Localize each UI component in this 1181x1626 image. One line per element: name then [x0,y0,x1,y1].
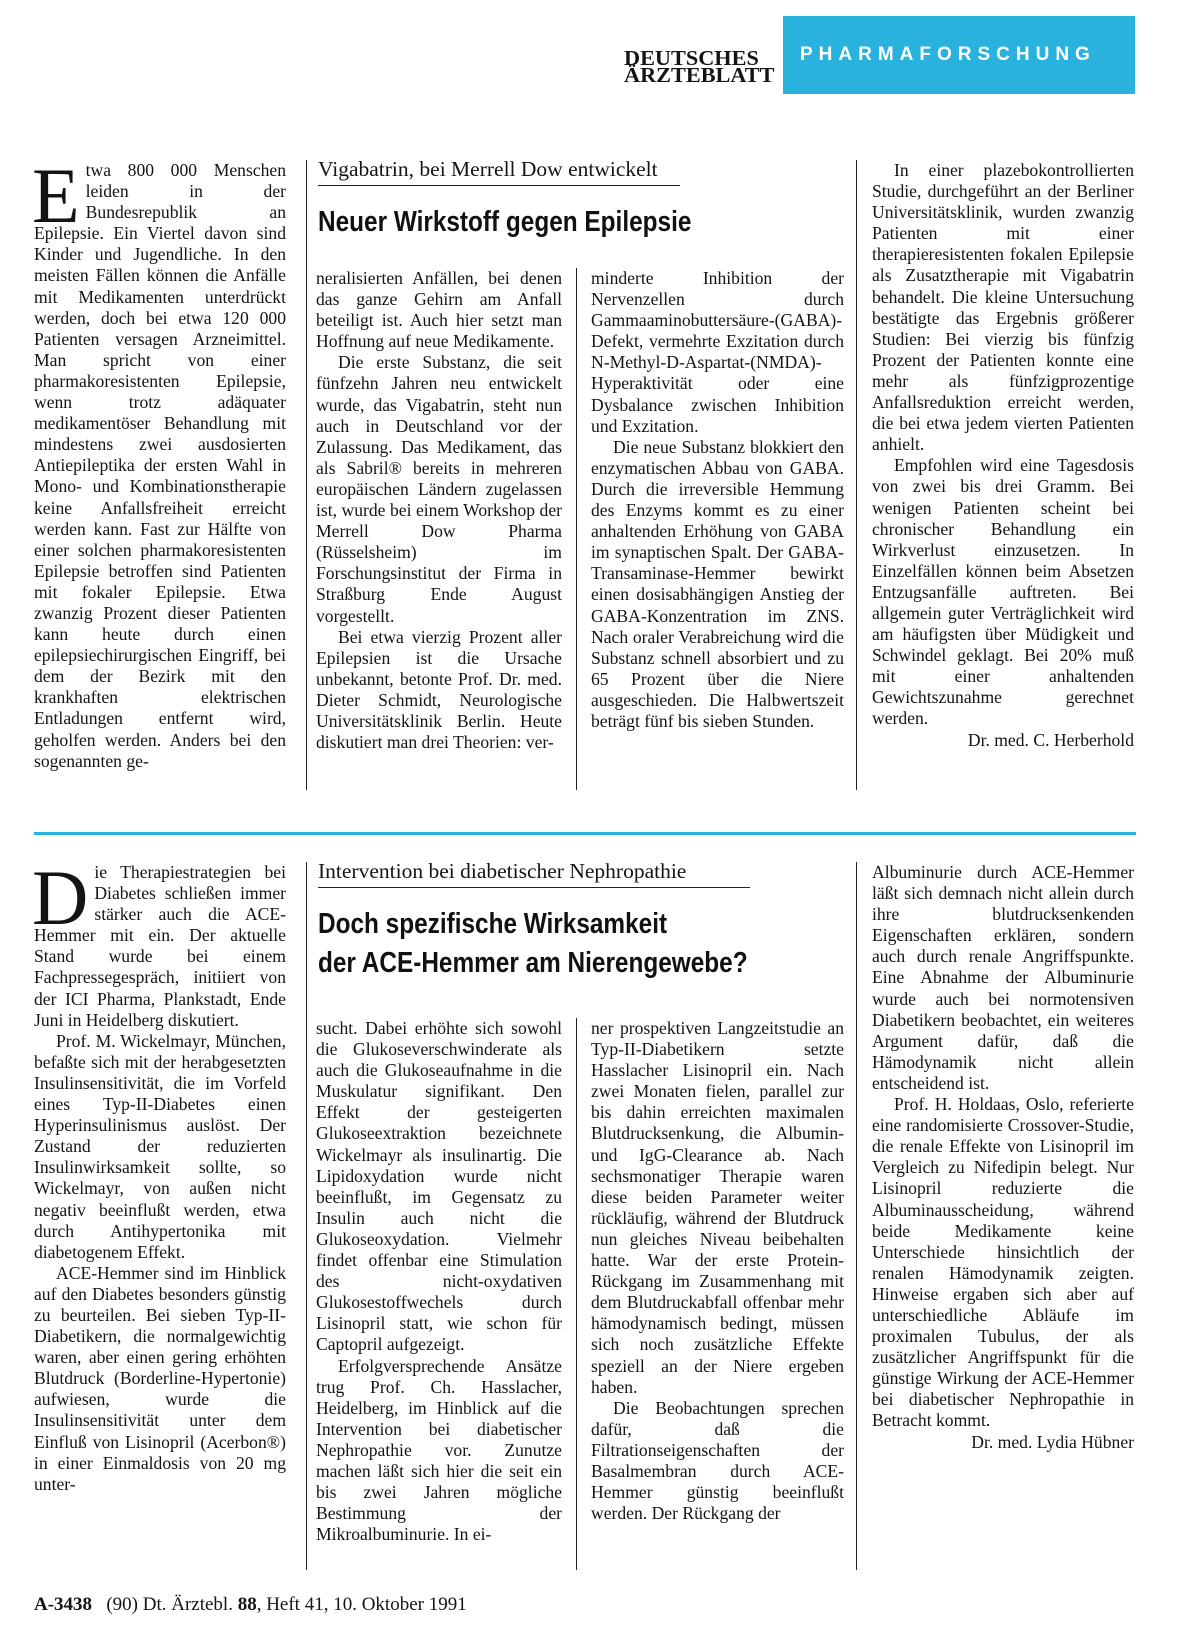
masthead-line2: ÄRZTEBLATT [624,63,775,87]
article2-headline [318,905,748,983]
masthead-logo [624,46,794,87]
article2-headline-line1: Doch spezifische Wirksamkeit [318,908,668,940]
masthead-line1: DEUTSCHES [624,46,759,70]
article2-col1-paragraph-1: ie Therapiestrategien bei Diabetes schließen immer stärker auch die ACE-Hemmer mit ein. Der aktuelle Stand wurde bei einem Fachpressegespräch, initiiert von der ICI Pharma, Plankstadt, Ende Juni in Heidelberg diskutiert. [34,862,286,1030]
article1-col3-paragraph-2: Die neue Substanz blokkiert den enzymatischen Abbau von GABA. Durch die irreversible Hemmung des Enzyms kommt es zu einer anhaltenden Erhöhung von GABA im synaptischen Spalt. Der GABA-Transaminase-Hemmer bewirkt einen dosisabhängigen Anstieg der GABA-Konzentration im ZNS. Nach oraler Verabreichung wird die Substanz schnell absorbiert und zu 65 Prozent über die Niere ausgeschieden. Die Halbwertszeit beträgt fünf bis sieben Stunden. [591,436,844,731]
article1-kicker: Vigabatrin, bei Merrell Dow entwickelt [318,156,680,186]
section-tab [783,16,1135,94]
article2-column-1 [32,854,286,1495]
footer-issue-date: , Heft 41, 10. Oktober 1991 [256,1594,467,1615]
article2-column-3 [591,1018,844,1524]
article2-kicker: Intervention bei diabetischer Nephropathie [318,858,750,888]
article1-signature: Dr. med. C. Herberhold [967,729,1134,750]
article2-col1-paragraph-2: Prof. M. Wickelmayr, München, befaßte sich mit der herabgesetzten Insulinsensitivität, die im Vorfeld eines Typ-II-Diabetes einen Hyperinsulinismus auslöst. Der Zustand der reduzierten Insulinwirksamkeit sollte, so Wickelmayr, von außen nicht negativ beeinflußt werden, etwa durch Antihypertonika mit diabetogenem Effekt. [34,1030,286,1262]
footer-volume: 88 [237,1594,257,1615]
article1-col2-paragraph-1: neralisierten Anfällen, bei denen das ganze Gehirn am Anfall beteiligt ist. Auch hier setzt man Hoffnung auf neue Medikamente. [316,268,562,352]
article2-column-2 [316,1018,562,1545]
dropcap: E [32,152,80,239]
article2-signature: Dr. med. Lydia Hübner [971,1431,1134,1452]
column-rule [856,160,857,790]
article1-col4-paragraph-1: In einer plazebokontrollierten Studie, durchgeführt an der Berliner Universitätsklinik, wurden zwanzig Patienten mit einer therapieresistenten fokalen Epilepsie als Zusatztherapie mit Vigabatrin behandelt. Die kleine Untersuchung bestätigte das Ergebnis größerer Studien: Bei vierzig bis fünfzig Prozent der Patienten konnte eine mehr als fünfzigprozentige Anfallsreduktion erreicht werden, die bei etwa jedem vierten Patienten anhielt. [872,160,1134,455]
article1-col4-paragraph-2: Empfohlen wird eine Tagesdosis von zwei bis drei Gramm. Bei wenigen Patienten scheint bei chronischer Behandlung ein Wirkverlust einzusetzen. In Einzelfällen können beim Absetzen Entzugsanfälle auftreten. Bei allgemein guter Verträglichkeit wird am häufigsten über Müdigkeit und Schwindel geklagt. Bei 20% muß mit einer anhaltenden Gewichtszunahme gerechnet werden. [872,455,1134,729]
page-code: A-3438 [34,1594,93,1615]
column-rule [856,862,857,1570]
article1-headline: Neuer Wirkstoff gegen Epilepsie [318,206,692,238]
article1-column-2 [316,268,562,753]
article2-col2-paragraph-1: sucht. Dabei erhöhte sich sowohl die Glukoseverschwinderate als auch die Glukoseaufnahme in die Muskulatur signifikant. Den Effekt der gesteigerten Glukoseextraktion bezeichnete Wickelmayr als insulinartig. Die Lipidoxydation wurde nicht beeinflußt, im Gegensatz zu Insulin auch nicht die Glukoseoxydation. Vielmehr findet offenbar eine Stimulation des nicht-oxydativen Glukosestoffwechels durch Lisinopril statt, wie schon für Captopril aufgezeigt. [316,1018,562,1355]
article1-col2-paragraph-3: Bei etwa vierzig Prozent aller Epilepsien ist die Ursache unbekannt, betonte Prof. Dr. med. Dieter Schmidt, Neurologische Universitätsklinik Berlin. Heute diskutiert man drei Theorien: ver- [316,626,562,753]
section-tab-label: PHARMAFORSCHUNG [800,44,1096,65]
article1-column-1 [32,152,286,772]
article1-column-4 [872,160,1134,751]
column-rule [306,160,307,790]
article1-col1-paragraph: twa 800 000 Menschen leiden in der Bundesrepublik an Epilepsie. Ein Viertel davon sind Kinder und Jugendliche. In den meisten Fällen können die Anfälle mit Medikamenten unterdrückt werden, doch bei etwa 120 000 Patienten versagen Arzneimittel. Man spricht von einer pharmakoresistenten Epilepsie, wenn trotz adäquater medikamentöser Behandlung mit mindestens zwei ausdosierten Antiepileptika der ersten Wahl in Mono- und Kombinationstherapie keine Anfallsfreiheit erreicht werden kann. Fast zur Hälfte von einer solchen pharmakoresistenten Epilepsie betroffen sind Patienten mit fokaler Epilepsie. Etwa zwanzig Prozent dieser Patienten kann heute durch einen epilepsiechirurgischen Eingriff, bei dem der Bezirk mit den krankhaften elektrischen Entladungen entfernt wird, geholfen werden. Anders bei den sogenannten ge- [34,160,286,771]
article2-column-4 [872,862,1134,1453]
article2-col2-paragraph-2: Erfolgversprechende Ansätze trug Prof. Ch. Hasslacher, Heidelberg, im Hinblick auf die Intervention bei diabetischer Nephropathie vor. Zunutze machen läßt sich hier die seit ein bis zwei Jahren mögliche Bestimmung der Mikroalbuminurie. In ei- [316,1355,562,1545]
article1-column-3 [591,268,844,732]
page-footer [34,1594,467,1616]
article2-col4-paragraph-2: Prof. H. Holdaas, Oslo, referierte eine randomisierte Crossover-Studie, die renale Effekte von Lisinopril im Vergleich zu Nifedipin belegt. Nur Lisinopril reduzierte die Albuminausscheidung, während beide Medikamente keine Unterschiede hinsichtlich der renalen Hämodynamik zeigten. Hinweise ergaben sich aber auf unterschiedliche Abläufe im proximalen Tubulus, der als zusätzlicher Angriffspunkt für die günstige Wirkung der ACE-Hemmer bei diabetischer Nephropathie in Betracht kommt. [872,1094,1134,1431]
article2-col3-paragraph-1: ner prospektiven Langzeitstudie an Typ-II-Diabetikern setzte Hasslacher Lisinopril ein. Nach zwei Monaten fielen, parallel zur bis dahin erreichten maximalen Blutdrucksenkung, die Albumin- und IgG-Clearance ab. Nach sechsmonatiger Therapie waren diese beiden Parameter weiter rückläufig, während der Blutdruck nun gleiches Niveau beibehalten hatte. War der erste Protein-Rückgang im Zusammenhang mit dem Blutdruckabfall offenbar mehr hämodynamisch bedingt, müssen sich noch zusätzliche Effekte speziell an der Niere ergeben haben. [591,1018,844,1397]
column-rule [576,268,577,790]
article-divider [34,832,1136,835]
article1-col3-paragraph-1: minderte Inhibition der Nervenzellen durch Gammaaminobuttersäure-(GABA)-Defekt, vermehrte Exzitation durch N-Methyl-D-Aspartat-(NMDA)-Hyperaktivität oder eine Dysbalance zwischen Inhibition und Exzitation. [591,268,844,436]
article2-col1-paragraph-3: ACE-Hemmer sind im Hinblick auf den Diabetes besonders günstig zu beurteilen. Bei sieben Typ-II-Diabetikern, die normalgewichtig waren, aber einen gering erhöhten Blutdruck (Borderline-Hypertonie) aufwiesen, wurde die Insulinsensitivität unter dem Einfluß von Lisinopril (Acerbon®) in einer Einmaldosis von 20 mg unter- [34,1262,286,1494]
article2-headline-line2: der ACE-Hemmer am Nierengewebe? [318,947,748,979]
footer-source: (90) Dt. Ärztebl. [106,1594,233,1615]
column-rule [576,1018,577,1570]
column-rule [306,862,307,1570]
article1-col2-paragraph-2: Die erste Substanz, die seit fünfzehn Jahren neu entwickelt wurde, das Vigabatrin, steht nun auch in Deutschland vor der Zulassung. Das Medikament, das als Sabril® bereits in mehreren europäischen Ländern zugelassen ist, wurde bei einem Workshop der Merrell Dow Pharma (Rüsselsheim) im Forschungsinstitut der Firma in Straßburg Ende August vorgestellt. [316,352,562,626]
article2-col3-paragraph-2: Die Beobachtungen sprechen dafür, daß die Filtrationseigenschaften der Basalmembran durch ACE-Hemmer günstig beeinflußt werden. Der Rückgang der [591,1397,844,1524]
article2-col4-paragraph-1: Albuminurie durch ACE-Hemmer läßt sich demnach nicht allein durch ihre blutdrucksenkenden Eigenschaften erklären, sondern auch durch renale Angriffspunkte. Eine Abnahme der Albuminurie wurde auch bei normotensiven Diabetikern beobachtet, ein weiteres Argument dafür, daß die Hämodynamik nicht allein entscheidend ist. [872,862,1134,1093]
dropcap: D [32,854,89,941]
